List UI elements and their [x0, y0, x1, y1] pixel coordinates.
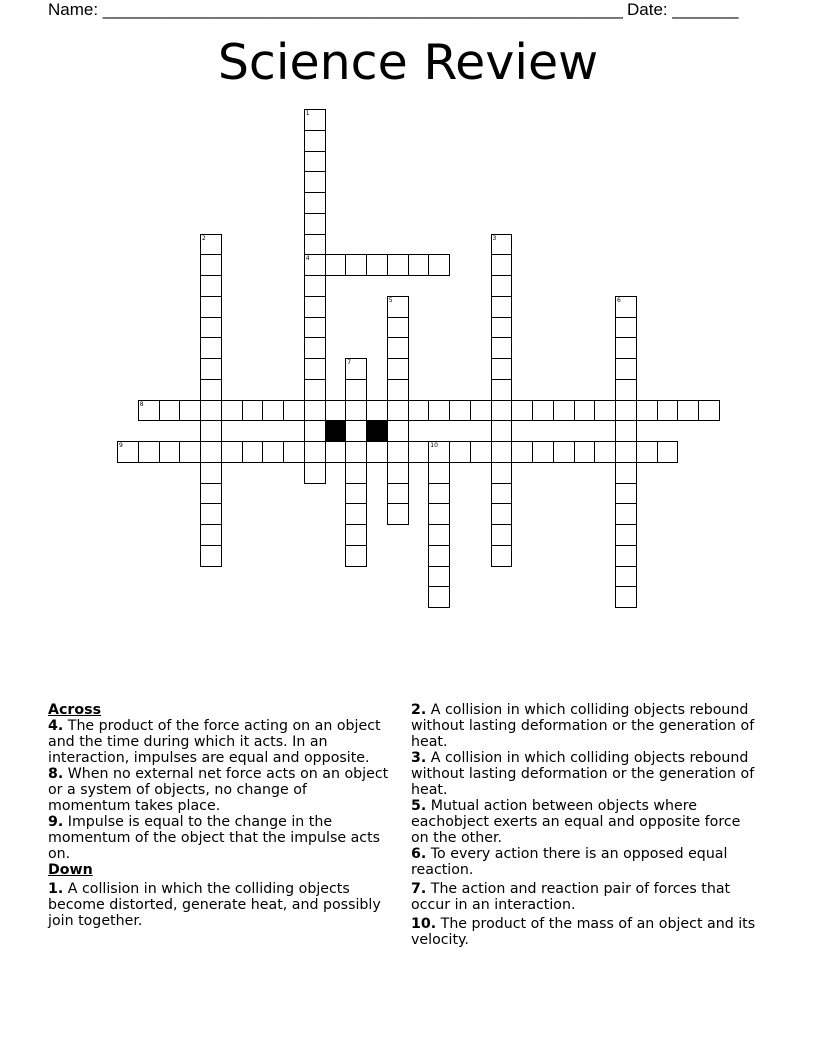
grid-cell[interactable] — [200, 524, 222, 546]
grid-cell[interactable] — [304, 420, 326, 442]
grid-cell[interactable] — [657, 441, 679, 463]
grid-cell[interactable] — [304, 109, 326, 131]
grid-cell[interactable] — [511, 400, 533, 422]
grid-cell[interactable] — [179, 400, 201, 422]
grid-cell[interactable] — [491, 254, 513, 276]
grid-cell[interactable] — [304, 213, 326, 235]
grid-cell[interactable] — [304, 234, 326, 256]
grid-cell[interactable] — [657, 400, 679, 422]
grid-cell[interactable] — [636, 400, 658, 422]
grid-cell[interactable] — [428, 524, 450, 546]
clue-across-8: 8. When no external net force acts on an object or a system of objects, no change of momentum takes place. — [48, 766, 389, 814]
page-title: Science Review — [217, 34, 599, 91]
grid-cell[interactable] — [325, 254, 347, 276]
grid-cell[interactable] — [304, 358, 326, 380]
grid-cell[interactable] — [615, 545, 637, 567]
grid-cell[interactable] — [304, 275, 326, 297]
grid-cell[interactable] — [366, 400, 388, 422]
grid-cell[interactable] — [491, 420, 513, 442]
grid-cell[interactable] — [553, 400, 575, 422]
grid-cell[interactable] — [574, 400, 596, 422]
black-cell — [325, 420, 347, 442]
grid-cell[interactable] — [345, 420, 367, 442]
clues-left-column — [48, 702, 393, 929]
grid-cell[interactable] — [491, 545, 513, 567]
clue-down-2: 2. A collision in which colliding objects rebound without lasting deformation or the generation of heat. — [411, 702, 755, 750]
grid-cell[interactable] — [138, 441, 160, 463]
black-cell — [366, 420, 388, 442]
grid-cell[interactable] — [491, 400, 513, 422]
grid-cell[interactable] — [408, 441, 430, 463]
grid-cell[interactable] — [345, 462, 367, 484]
grid-cell[interactable] — [200, 317, 222, 339]
grid-cell[interactable] — [345, 441, 367, 463]
grid-cell[interactable] — [491, 462, 513, 484]
grid-cell[interactable] — [428, 462, 450, 484]
grid-cell[interactable] — [615, 317, 637, 339]
grid-cell[interactable] — [304, 254, 326, 276]
name-label: Name: — [48, 0, 103, 19]
grid-cell[interactable] — [615, 358, 637, 380]
grid-cell[interactable] — [325, 441, 347, 463]
grid-cell[interactable] — [387, 462, 409, 484]
grid-cell[interactable] — [532, 441, 554, 463]
grid-cell[interactable] — [200, 483, 222, 505]
grid-cell[interactable] — [387, 441, 409, 463]
grid-cell[interactable] — [345, 545, 367, 567]
grid-cell[interactable] — [345, 483, 367, 505]
grid-cell[interactable] — [200, 358, 222, 380]
grid-cell[interactable] — [491, 358, 513, 380]
grid-cell[interactable] — [491, 524, 513, 546]
grid-cell[interactable] — [491, 337, 513, 359]
grid-cell[interactable] — [200, 400, 222, 422]
grid-cell[interactable] — [491, 379, 513, 401]
grid-cell[interactable] — [428, 483, 450, 505]
grid-cell[interactable] — [698, 400, 720, 422]
grid-cell[interactable] — [200, 545, 222, 567]
grid-cell[interactable] — [200, 420, 222, 442]
grid-cell[interactable] — [491, 296, 513, 318]
clue-down-7: 7. The action and reaction pair of forces that occur in an interaction. — [411, 881, 731, 913]
grid-cell[interactable] — [428, 566, 450, 588]
clue-number: 4 — [305, 255, 310, 263]
grid-cell[interactable] — [345, 524, 367, 546]
grid-cell[interactable] — [491, 483, 513, 505]
grid-cell[interactable] — [387, 317, 409, 339]
grid-cell[interactable] — [304, 192, 326, 214]
grid-cell[interactable] — [200, 441, 222, 463]
grid-cell[interactable] — [615, 566, 637, 588]
grid-cell[interactable] — [615, 483, 637, 505]
grid-cell[interactable] — [304, 441, 326, 463]
grid-cell[interactable] — [615, 400, 637, 422]
grid-cell[interactable] — [553, 441, 575, 463]
grid-cell[interactable] — [470, 441, 492, 463]
clue-number: 10 — [430, 442, 438, 449]
date-label: Date: — [627, 0, 673, 19]
grid-cell[interactable] — [200, 503, 222, 525]
grid-cell[interactable] — [304, 379, 326, 401]
grid-cell[interactable] — [615, 337, 637, 359]
grid-cell[interactable] — [304, 400, 326, 422]
grid-cell[interactable] — [283, 400, 305, 422]
grid-cell[interactable] — [242, 400, 264, 422]
grid-cell[interactable] — [387, 400, 409, 422]
grid-cell[interactable] — [242, 441, 264, 463]
grid-cell[interactable] — [200, 379, 222, 401]
grid-cell[interactable] — [615, 462, 637, 484]
clue-number: 7 — [347, 359, 352, 366]
clue-down-1: 1. A collision in which the colliding objects become distorted, generate heat, and possibly join together. — [48, 881, 381, 929]
grid-cell[interactable] — [345, 503, 367, 525]
clues-right-column — [411, 702, 756, 948]
grid-cell[interactable] — [159, 441, 181, 463]
date-line[interactable]: _______ — [672, 0, 739, 19]
grid-cell[interactable] — [304, 296, 326, 318]
clue-down-10: 10. The product of the mass of an object and its velocity. — [411, 916, 756, 948]
clue-number: 1 — [305, 110, 310, 117]
down-heading: Down — [48, 862, 93, 878]
grid-cell[interactable] — [428, 586, 450, 608]
grid-cell[interactable] — [200, 234, 222, 256]
grid-cell[interactable] — [636, 441, 658, 463]
across-heading: Across — [48, 702, 102, 718]
grid-cell[interactable] — [179, 441, 201, 463]
grid-cell[interactable] — [221, 441, 243, 463]
grid-cell[interactable] — [615, 441, 637, 463]
grid-cell[interactable] — [615, 296, 637, 318]
grid-cell[interactable] — [325, 400, 347, 422]
grid-cell[interactable] — [345, 254, 367, 276]
grid-cell[interactable] — [511, 441, 533, 463]
grid-cell[interactable] — [615, 503, 637, 525]
clue-across-4: 4. The product of the force acting on an object and the time during which it acts. In an interaction, impulses are equal and opposite. — [48, 718, 381, 766]
grid-cell[interactable] — [449, 441, 471, 463]
grid-cell[interactable] — [200, 254, 222, 276]
grid-cell[interactable] — [304, 171, 326, 193]
clue-number: 8 — [139, 400, 144, 408]
grid-cell[interactable] — [366, 254, 388, 276]
clue-down-5: 5. Mutual action between objects where eachobject exerts an equal and opposite force on the other. — [411, 798, 741, 846]
grid-cell[interactable] — [491, 441, 513, 463]
grid-cell[interactable] — [491, 275, 513, 297]
grid-cell[interactable] — [387, 420, 409, 442]
grid-cell[interactable] — [594, 400, 616, 422]
grid-cell[interactable] — [615, 379, 637, 401]
grid-cell[interactable] — [491, 234, 513, 256]
grid-cell[interactable] — [387, 337, 409, 359]
grid-cell[interactable] — [387, 503, 409, 525]
grid-cell[interactable] — [428, 545, 450, 567]
name-line[interactable]: _______________________________________________________ — [102, 0, 623, 19]
grid-cell[interactable] — [408, 254, 430, 276]
grid-cell[interactable] — [138, 400, 160, 422]
grid-cell[interactable] — [117, 441, 139, 463]
grid-cell[interactable] — [345, 379, 367, 401]
grid-cell[interactable] — [345, 358, 367, 380]
grid-cell[interactable] — [491, 317, 513, 339]
grid-cell[interactable] — [366, 441, 388, 463]
grid-cell[interactable] — [615, 586, 637, 608]
grid-cell[interactable] — [304, 337, 326, 359]
clue-down-3: 3. A collision in which colliding objects rebound without lasting deformation or the generation of heat. — [411, 750, 755, 798]
grid-cell[interactable] — [200, 462, 222, 484]
grid-cell[interactable] — [594, 441, 616, 463]
grid-cell[interactable] — [387, 483, 409, 505]
grid-cell[interactable] — [304, 462, 326, 484]
grid-cell[interactable] — [677, 400, 699, 422]
grid-cell[interactable] — [387, 254, 409, 276]
grid-cell[interactable] — [428, 400, 450, 422]
grid-cell[interactable] — [470, 400, 492, 422]
grid-cell[interactable] — [304, 317, 326, 339]
grid-cell[interactable] — [387, 358, 409, 380]
grid-cell[interactable] — [200, 275, 222, 297]
grid-cell[interactable] — [283, 441, 305, 463]
clue-number: 5 — [388, 296, 393, 304]
clue-number: 6 — [617, 296, 621, 304]
grid-cell[interactable] — [574, 441, 596, 463]
grid-cell[interactable] — [428, 503, 450, 525]
grid-cell[interactable] — [262, 400, 284, 422]
grid-cell[interactable] — [615, 524, 637, 546]
grid-cell[interactable] — [408, 400, 430, 422]
grid-cell[interactable] — [428, 254, 450, 276]
grid-cell[interactable] — [200, 296, 222, 318]
grid-cell[interactable] — [304, 151, 326, 173]
clue-across-9: 9. Impulse is equal to the change in the momentum of the object that the impulse acts on. — [48, 814, 381, 862]
clue-number: 9 — [119, 442, 123, 449]
grid-cell[interactable] — [532, 400, 554, 422]
grid-cell[interactable] — [387, 296, 409, 318]
grid-cell[interactable] — [304, 130, 326, 152]
grid-cell[interactable] — [387, 379, 409, 401]
grid-cell[interactable] — [491, 503, 513, 525]
clue-down-6: 6. To every action there is an opposed equal reaction. — [411, 846, 728, 878]
grid-cell[interactable] — [221, 400, 243, 422]
grid-cell[interactable] — [345, 400, 367, 422]
grid-cell[interactable] — [428, 441, 450, 463]
grid-cell[interactable] — [200, 337, 222, 359]
grid-cell[interactable] — [449, 400, 471, 422]
clue-number: 2 — [202, 234, 206, 242]
grid-cell[interactable] — [262, 441, 284, 463]
grid-cell[interactable] — [159, 400, 181, 422]
clue-number: 3 — [492, 234, 497, 242]
grid-cell[interactable] — [615, 420, 637, 442]
